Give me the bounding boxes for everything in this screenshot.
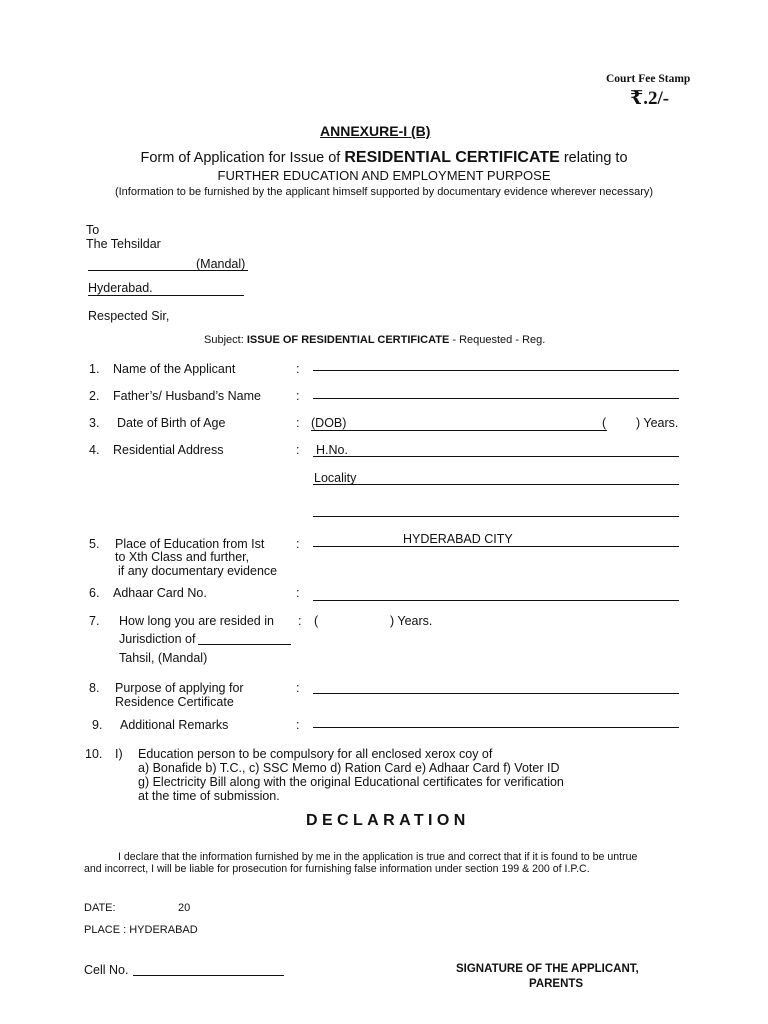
item-7-number: 7. — [89, 614, 100, 628]
item-9-colon: : — [296, 718, 300, 732]
form-title-bold: RESIDENTIAL CERTIFICATE — [344, 149, 560, 166]
item-6-label: Adhaar Card No. — [113, 586, 207, 600]
item-2-label: Father’s/ Husband’s Name — [113, 389, 261, 403]
item-10-line1: Education person to be compulsory for all enclosed xerox coy of — [138, 747, 493, 761]
item-5-label-line2: to Xth Class and further, — [115, 550, 250, 564]
tehsildar-label: The Tehsildar — [86, 237, 161, 251]
mandal-label: (Mandal) — [196, 257, 246, 271]
form-title — [0, 149, 768, 167]
place-label: PLACE : HYDERABAD — [84, 924, 198, 936]
age-years: ) Years. — [636, 416, 679, 430]
court-fee-amount: ₹.2/- — [630, 88, 670, 109]
item-10-number: 10. — [85, 747, 103, 761]
to-label: To — [86, 223, 100, 237]
hno-label: H.No. — [316, 443, 348, 457]
subject-suffix: - Requested - Reg. — [449, 334, 546, 346]
age-paren: ( — [602, 416, 607, 430]
hyderabad-label: Hyderabad. — [88, 281, 153, 295]
item-4-colon: : — [296, 443, 300, 457]
education-place-value: HYDERABAD CITY — [403, 532, 513, 546]
hno-field[interactable] — [313, 456, 679, 457]
item-1-colon: : — [296, 362, 300, 376]
adhaar-field[interactable] — [313, 600, 679, 601]
signature-label-line1: SIGNATURE OF THE APPLICANT, — [456, 963, 639, 975]
address-extra-field[interactable] — [313, 516, 679, 517]
item-10-line4: at the time of submission. — [138, 789, 280, 803]
item-3-label: Date of Birth of Age — [117, 416, 226, 430]
item-5-number: 5. — [89, 537, 100, 551]
item-4-number: 4. — [89, 443, 100, 457]
item-8-number: 8. — [89, 681, 100, 695]
item-4-label: Residential Address — [113, 443, 224, 457]
education-place-field[interactable] — [313, 546, 679, 547]
purpose-field[interactable] — [313, 693, 679, 694]
item-3-number: 3. — [89, 416, 100, 430]
declaration-text-line2: and incorrect, I will be liable for prosecution for furnishing false information under section 199 & 200 of I.P.C. — [84, 863, 590, 875]
item-5-label-line1: Place of Education from Ist — [115, 537, 265, 551]
item-2-colon: : — [296, 389, 300, 403]
signature-label-line2: PARENTS — [529, 978, 584, 990]
item-2-number: 2. — [89, 389, 100, 403]
declaration-text-line1: I declare that the information furnished by me in the application is true and correct that if it is found to be untrue — [118, 851, 638, 863]
item-5-label-line3: if any documentary evidence — [118, 564, 278, 578]
declaration-heading: DECLARATION — [306, 812, 470, 829]
dob-field[interactable] — [311, 430, 607, 431]
item-7-label-line1: How long you are resided in — [119, 614, 274, 628]
form-title-pre: Form of Application for Issue of — [140, 150, 345, 166]
subject-bold: ISSUE OF RESIDENTIAL CERTIFICATE — [246, 334, 450, 346]
item-1-label: Name of the Applicant — [113, 362, 236, 376]
item-8-label-line2: Residence Certificate — [115, 695, 234, 709]
subject-prefix: Subject: — [204, 334, 247, 346]
dob-label: (DOB) — [311, 416, 347, 430]
locality-label: Locality — [314, 471, 357, 485]
form-note: (Information to be furnished by the applicant himself supported by documentary evidence wherever necessary) — [114, 186, 654, 198]
item-10-roman: I) — [115, 747, 123, 761]
item-9-label: Additional Remarks — [120, 718, 229, 732]
item-7-colon: : — [298, 614, 302, 628]
item-8-label-line1: Purpose of applying for — [115, 681, 244, 695]
mandal-line[interactable] — [88, 270, 248, 271]
item-9-number: 9. — [92, 718, 103, 732]
item-7-label-line2: Jurisdiction of — [119, 632, 196, 646]
item-8-colon: : — [296, 681, 300, 695]
residence-paren: ( — [314, 614, 319, 628]
item-10-line2: a) Bonafide b) T.C., c) SSC Memo d) Ration Card e) Adhaar Card f) Voter ID — [138, 761, 560, 775]
date-label: DATE: — [84, 902, 116, 914]
item-10-line3: g) Electricity Bill along with the original Educational certificates for verification — [138, 775, 564, 789]
remarks-field[interactable] — [313, 727, 679, 728]
locality-field[interactable] — [313, 484, 679, 485]
cell-field[interactable] — [133, 975, 284, 976]
form-title-post: relating to — [559, 150, 628, 166]
subject-line — [204, 334, 545, 346]
hyderabad-line[interactable] — [88, 295, 244, 296]
form-subtitle: FURTHER EDUCATION AND EMPLOYMENT PURPOSE — [217, 168, 551, 183]
item-1-number: 1. — [89, 362, 100, 376]
jurisdiction-field[interactable] — [198, 644, 291, 645]
item-6-number: 6. — [89, 586, 100, 600]
court-fee-stamp-label: Court Fee Stamp — [606, 73, 691, 85]
salutation: Respected Sir, — [88, 309, 170, 323]
item-2-field[interactable] — [313, 398, 679, 399]
item-6-colon: : — [296, 586, 300, 600]
date-year: 20 — [178, 902, 191, 914]
item-5-colon: : — [296, 537, 300, 551]
residence-years: ) Years. — [390, 614, 433, 628]
item-3-colon: : — [296, 416, 300, 430]
annexure-title: ANNEXURE-I (B) — [320, 123, 431, 139]
cell-label: Cell No. — [84, 963, 129, 977]
item-7-label-line3: Tahsil, (Mandal) — [119, 651, 208, 665]
item-1-field[interactable] — [313, 370, 679, 371]
